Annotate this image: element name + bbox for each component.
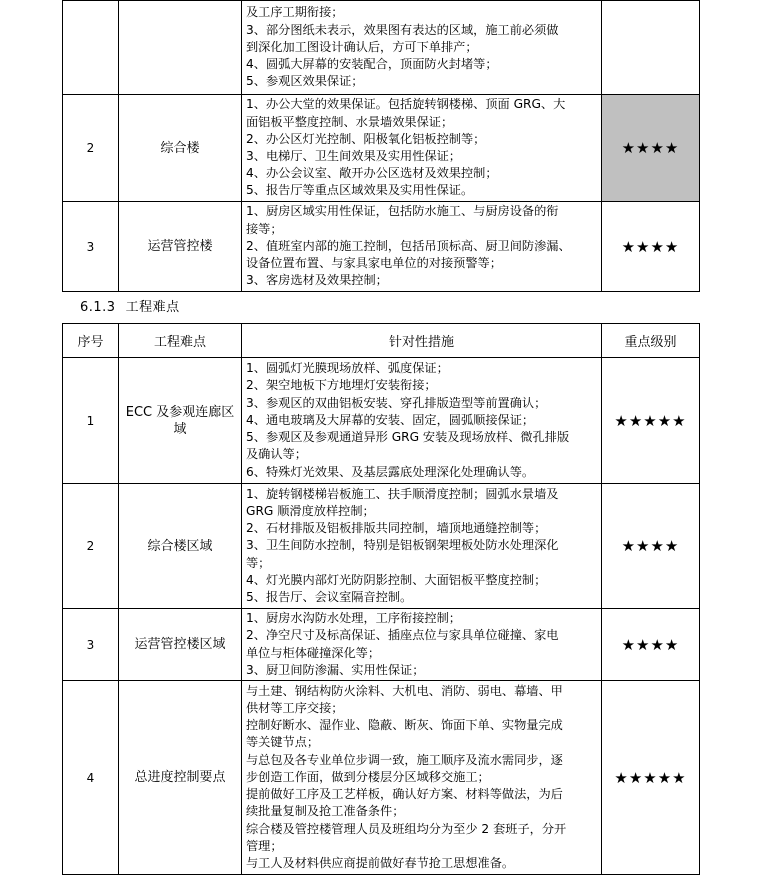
measure-line: 4、灯光膜内部灯光防阴影控制、大面铝板平整度控制； <box>246 572 547 587</box>
measure-line: 供材等工序交接； <box>246 701 344 716</box>
measure-line: 与土建、钢结构防火涂料、大机电、消防、弱电、幕墙、甲 <box>246 683 563 698</box>
measure-line: 5、报告厅、会议室隔音控制。 <box>246 590 413 604</box>
measure-line: 到深化加工图设计确认后，方可下单排产； <box>246 39 478 54</box>
row-name: ECC 及参观连廊区域 <box>119 358 242 484</box>
measure-line: 4、圆弧大屏幕的安装配合，顶面防火封堵等； <box>246 57 498 72</box>
measure-line: 等关键节点； <box>246 735 320 750</box>
measure-line: 与工人及材料供应商提前做好春节抢工思想准备。 <box>246 855 515 870</box>
importance-stars: ★★★★ <box>602 484 700 609</box>
measure-line: 3、厨卫间防渗漏、实用性保证； <box>246 662 425 677</box>
measure-line: GRG 顺滑度放样控制； <box>246 503 375 518</box>
measure-line: 等； <box>246 555 271 570</box>
measure-line: 1、办公大堂的效果保证。包括旋转钢楼梯、顶面 GRG、大 <box>246 97 566 112</box>
measure-line: 及工序工期衔接； <box>246 5 344 20</box>
section-heading <box>80 296 180 315</box>
top-table <box>62 0 700 292</box>
measure-line: 1、厨房水沟防水处理，工序衔接控制； <box>246 611 461 626</box>
measure-line: 与总包及各专业单位步调一致，施工顺序及流水需同步，逐 <box>246 752 563 767</box>
measure-line: 3、客房选材及效果控制； <box>246 273 388 288</box>
row-name: 运营管控楼 <box>119 202 242 292</box>
section-title: 工程难点 <box>125 300 180 315</box>
table-row <box>63 358 700 484</box>
measure-line: 2、净空尺寸及标高保证、插座点位与家具单位碰撞、家电 <box>246 628 559 643</box>
row-measures <box>242 202 602 292</box>
table-row <box>63 95 700 202</box>
table-row <box>63 1 700 95</box>
row-number: 1 <box>63 358 119 484</box>
table-header-row <box>63 324 700 358</box>
measure-line: 5、报告厅等重点区域效果及实用性保证。 <box>246 183 474 198</box>
row-name: 总进度控制要点 <box>119 681 242 875</box>
measure-line: 续批量复制及抢工准备条件； <box>246 804 405 819</box>
measure-line: 接等； <box>246 221 283 236</box>
measure-line: 3、卫生间防水控制，特别是铝板钢架埋板处防水处理深化 <box>246 538 559 553</box>
measure-line: 4、通电玻璃及大屏幕的安装、固定，圆弧顺接保证； <box>246 412 535 427</box>
importance-stars: ★★★★ <box>602 95 700 202</box>
row-measures <box>242 484 602 609</box>
row-name: 运营管控楼区域 <box>119 609 242 681</box>
measure-line: 6、特殊灯光效果、及基层露底处理深化处理确认等。 <box>246 464 535 479</box>
table-row <box>63 609 700 681</box>
measure-line: 1、圆弧灯光膜现场放样、弧度保证； <box>246 361 449 376</box>
measure-line: 单位与柜体碰撞深化等； <box>246 645 381 660</box>
header-level: 重点级别 <box>602 324 700 358</box>
measure-line: 2、值班室内部的施工控制，包括吊顶标高、厨卫间防渗漏、 <box>246 238 571 253</box>
table-row <box>63 681 700 875</box>
importance-stars: ★★★★ <box>602 609 700 681</box>
measure-line: 1、厨房区域实用性保证，包括防水施工、与厨房设备的衔 <box>246 204 559 219</box>
importance-stars: ★★★★★ <box>602 681 700 875</box>
measure-line: 及确认等； <box>246 447 307 462</box>
row-number: 3 <box>63 202 119 292</box>
row-number: 2 <box>63 484 119 609</box>
row-number <box>63 1 119 95</box>
row-measures <box>242 1 602 95</box>
measure-line: 3、电梯厅、卫生间效果及实用性保证； <box>246 149 461 163</box>
row-name: 综合楼区域 <box>119 484 242 609</box>
row-name <box>119 1 242 95</box>
importance-stars <box>602 1 700 95</box>
row-name: 综合楼 <box>119 95 242 202</box>
measure-line: 5、参观区及参观通道异形 GRG 安装及现场放样、微孔排版 <box>246 430 570 445</box>
measure-line: 提前做好工序及工艺样板，确认好方案、材料等做法，为后 <box>246 787 563 802</box>
measure-line: 设备位置布置、与家具家电单位的对接预警等； <box>246 256 502 271</box>
measure-line: 4、办公会议室、敞开办公区选材及效果控制； <box>246 166 498 181</box>
measure-line: 管理； <box>246 838 283 853</box>
header-measures: 针对性措施 <box>242 324 602 358</box>
header-name: 工程难点 <box>119 324 242 358</box>
row-measures <box>242 681 602 875</box>
row-number: 4 <box>63 681 119 875</box>
measure-line: 5、参观区效果保证； <box>246 74 364 89</box>
header-no: 序号 <box>63 324 119 358</box>
table-row <box>63 202 700 292</box>
measure-line: 2、办公区灯光控制、阳极氧化铝板控制等； <box>246 131 486 146</box>
importance-stars: ★★★★★ <box>602 358 700 484</box>
measure-line: 综合楼及管控楼管理人员及班组均分为至少 2 套班子，分开 <box>246 821 567 836</box>
measure-line: 步创造工作面，做到分楼层分区域移交施工； <box>246 769 490 784</box>
measure-line: 2、石材排版及铝板排版共同控制，墙顶地通缝控制等； <box>246 521 547 536</box>
table-row <box>63 484 700 609</box>
measure-line: 3、部分图纸未表示，效果图有表达的区域，施工前必须做 <box>246 22 559 37</box>
measure-line: 面铝板平整度控制、水景墙效果保证； <box>246 114 454 129</box>
measure-line: 1、旋转钢楼梯岩板施工、扶手顺滑度控制；圆弧水景墙及 <box>246 486 559 501</box>
row-measures <box>242 95 602 202</box>
difficulty-table <box>62 323 700 875</box>
measure-line: 2、架空地板下方地埋灯安装衔接； <box>246 378 437 393</box>
row-number: 2 <box>63 95 119 202</box>
measure-line: 3、参观区的双曲铝板安装、穿孔排版造型等前置确认； <box>246 395 547 410</box>
measure-line: 控制好断水、湿作业、隐蔽、断灰、饰面下单、实物量完成 <box>246 718 563 733</box>
row-measures <box>242 358 602 484</box>
row-measures <box>242 609 602 681</box>
section-number: 6.1.3 <box>80 300 116 315</box>
importance-stars: ★★★★ <box>602 202 700 292</box>
row-number: 3 <box>63 609 119 681</box>
